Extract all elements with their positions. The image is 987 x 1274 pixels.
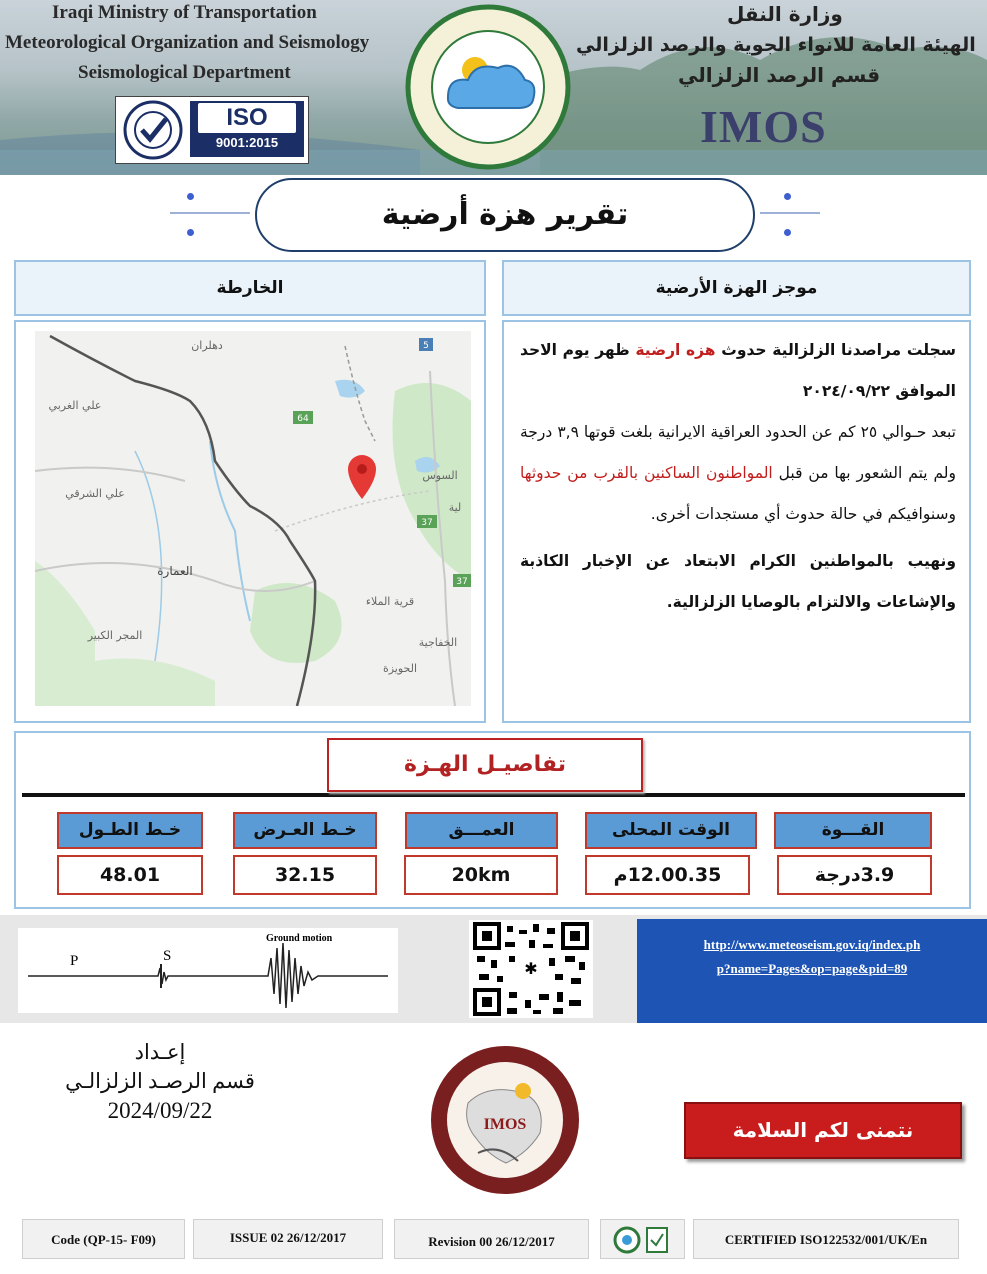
summary-paragraph-2: تبعد حـوالي ٢٥ كم عن الحدود العراقية الايرانية بلغت قوتها ٣,٩ درجة ولم يتم الشعور بها من قبل المواطنون الساكنين بالقرب من حدوثها وسنوافيكم في حالة حدوث أي مستجدات أخرى. [520,423,957,523]
map-label-sous: السوس [422,469,458,482]
time-label: الوقت المحلى [585,812,757,849]
summary-heading: موجز الهزة الأرضية [502,260,971,316]
title-ornament-left [170,185,220,245]
header-ar-department: قسم الرصد الزلزالي [678,63,881,87]
time-value: 12.00.35م [585,855,750,895]
imos-logo-icon [428,1043,583,1198]
title-ornament-right [760,185,810,245]
header-banner [0,0,987,175]
iso-badge [115,96,309,164]
map-green-area [250,583,342,663]
prepared-by [30,1040,290,1124]
map-label-majar: المجر الكبير [87,629,143,642]
certificate-icon [613,1225,673,1255]
seismogram-s-label: S [163,948,172,964]
summary-panel [502,320,971,723]
summary-paragraph-1: سجلت مراصدنا الزلزالية حدوث هزه ارضية ظهر يوم الاحد الموافق ٢٠٢٤/٠٩/٢٢ [520,341,956,400]
map-label-ali-gharbi: علي الغربي [48,399,102,412]
prepared-label: إعـداد [134,1040,186,1064]
footer-code: Code (QP-15- F09) [22,1219,185,1259]
seismogram-graphic [18,928,398,1013]
longitude-label: خـط الطـول [57,812,203,849]
svg-text:✱: ✱ [524,959,538,978]
earthquake-map[interactable] [35,331,471,706]
map-road [35,468,185,481]
website-url-line2[interactable]: p?name=Pages&op=page&pid=89 [716,961,908,976]
seismogram-title: Ground motion [266,933,333,944]
safety-banner: نتمنى لكم السلامة [684,1102,962,1159]
imos-logo-text: IMOS [483,1116,527,1133]
website-box [637,919,987,1023]
summary-text [520,330,956,623]
map-label-huwaiza: الحويزة [382,662,418,675]
header-en-ministry: Iraqi Ministry of Transportation [52,2,317,23]
imos-brand: IMOS [700,101,827,152]
map-label-khafajia: الخفاجية [418,636,458,649]
road-shield-label: 37 [456,577,468,587]
page-title: تقرير هزة أرضية [255,178,755,252]
header-ar-organization: الهيئة العامة للانواء الجوية والرصد الزلزالي [576,34,976,56]
map-panel [14,320,486,723]
qr-code[interactable] [469,920,593,1018]
epicenter-pin-icon[interactable] [348,455,376,499]
iso-badge-label [190,101,304,157]
map-label-lia: لية [448,501,462,514]
footer-certified: CERTIFIED ISO122532/001/UK/En [693,1219,959,1259]
map-heading: الخارطة [14,260,486,316]
seismogram [18,928,398,1013]
longitude-value: 48.01 [57,855,203,895]
summary-paragraph-3: ونهيب بالمواطنين الكرام الابتعاد عن الإخبار الكاذبة والإشاعات والالتزام بالوصايا الزلزالية. [520,552,956,611]
iso-number: 9001:2015 [215,135,279,150]
road-shield-label: 5 [423,341,429,351]
map-water [335,380,365,398]
road-shield-label: 64 [297,414,309,424]
map-label-ali-sharqi: علي الشرقي [65,487,125,500]
depth-label: العمـــق [405,812,558,849]
header-en-organization: Meteorological Organization and Seismology [5,32,370,53]
details-divider [22,793,965,797]
details-title: تفاصيـل الهـزة [327,738,643,792]
map-label-dahlran: دهلران [191,339,223,352]
header-en-department: Seismological Department [78,62,291,83]
seismogram-p-label: P [70,953,79,969]
map-river [210,441,250,621]
magnitude-value: 3.9درجة [777,855,932,895]
website-url-line1[interactable]: http://www.meteoseism.gov.iq/index.ph [703,937,921,952]
map-label-amara: العمارة [157,564,193,578]
latitude-value: 32.15 [233,855,377,895]
prepared-department: قسم الرصـد الزلزالـي [65,1069,255,1093]
qr-code-icon [469,920,593,1018]
road-shield-label: 37 [421,518,433,528]
header-ar-ministry: وزارة النقل [727,2,843,26]
footer-revision: Revision 00 26/12/2017 [394,1219,589,1259]
magnitude-label: القـــوة [774,812,932,849]
footer-cert-icons [600,1219,685,1259]
map-green-area [35,561,95,706]
footer-issue: ISSUE 02 26/12/2017 [193,1219,383,1259]
certification-seal-icon [118,99,188,161]
depth-value: 20km [404,855,558,895]
map-green-area [75,659,215,707]
map-label-qaryat: قرية الملاء [365,595,415,608]
seismogram-trace [28,943,388,1008]
iso-title: ISO [198,103,296,133]
organization-logo-icon [403,2,573,172]
latitude-label: خـط العـرض [233,812,377,849]
prepared-date: 2024/09/22 [107,1098,213,1123]
